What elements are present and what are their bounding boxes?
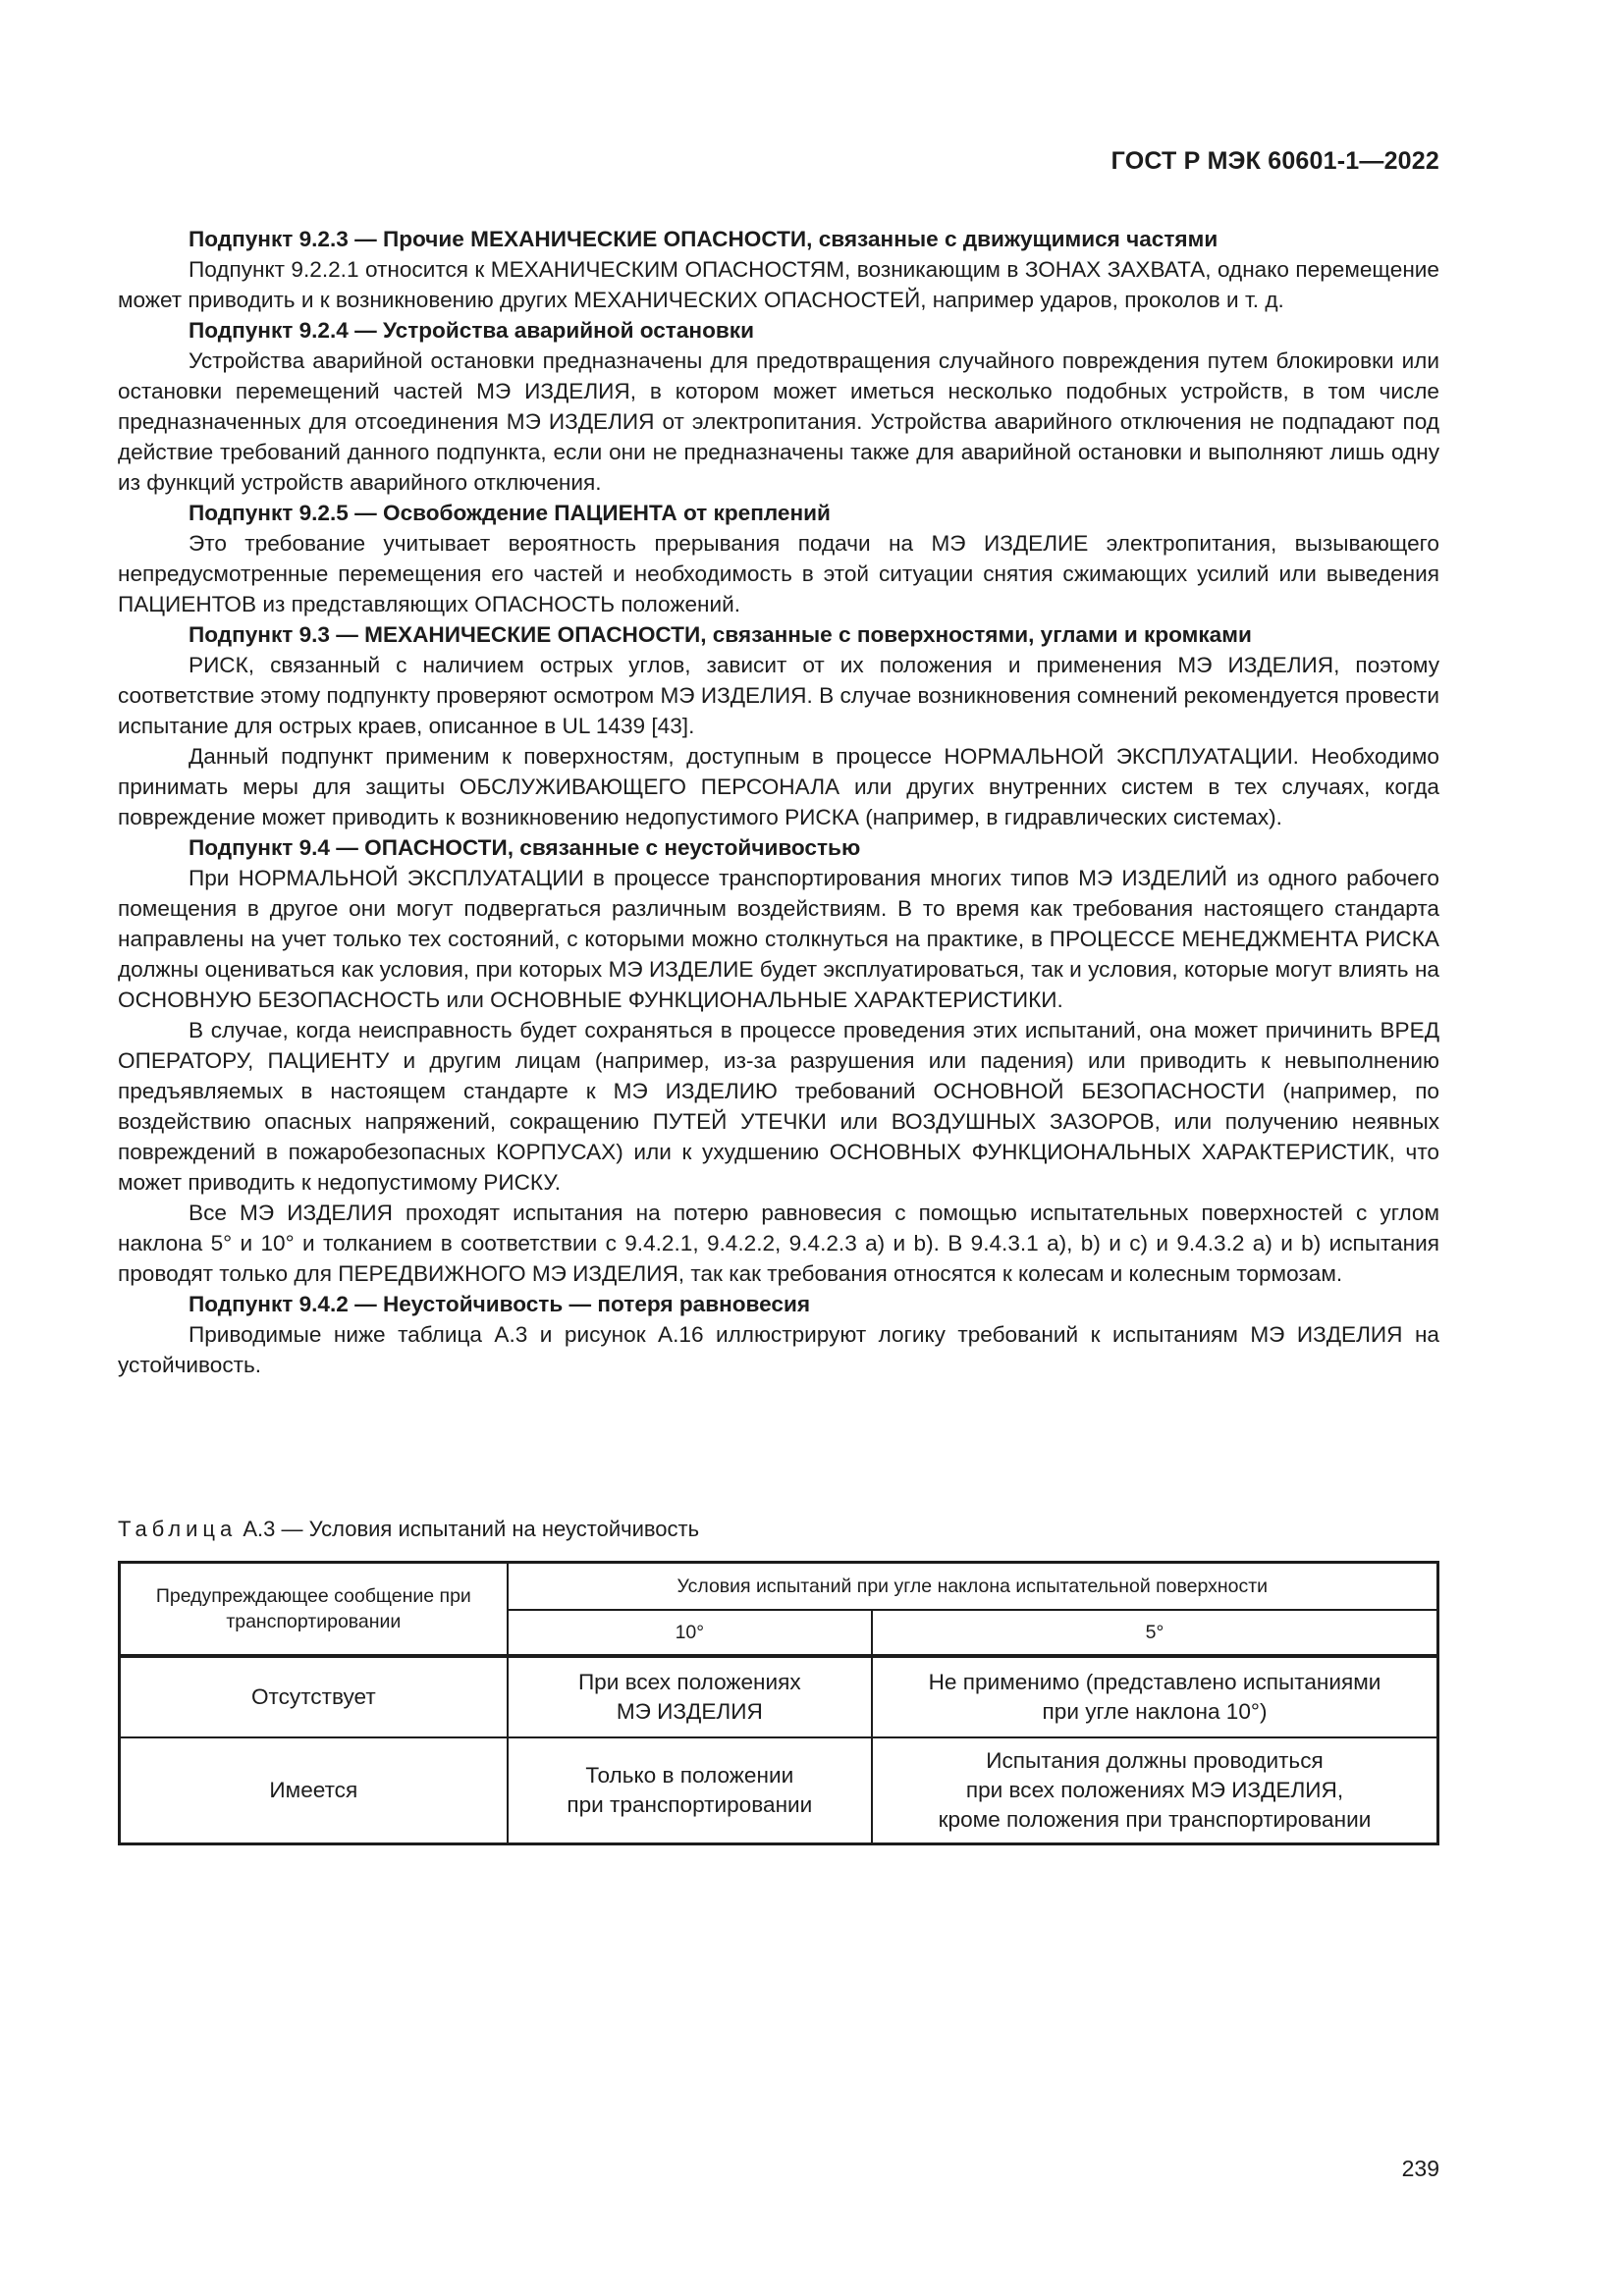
- paragraph: Все МЭ ИЗДЕЛИЯ проходят испытания на потерю равновесия с помощью испытательных поверхностей с углом наклона 5° и 10° и толканием в соответствии с 9.4.2.1, 9.4.2.2, 9.4.2.3 а) и b). В 9.4.3.1 a), b) и c) и 9.4.3.2 a) и b) испытания проводят только для ПЕРЕДВИЖНОГО МЭ ИЗДЕЛИЯ, так как требования относятся к колесам и колесным тормозам.: [118, 1201, 1439, 1286]
- stability-test-table: [118, 1561, 1439, 1845]
- paragraph: РИСК, связанный с наличием острых углов, зависит от их положения и применения МЭ ИЗДЕЛИЯ, поэтому соответствие этому подпункту проверяют осмотром МЭ ИЗДЕЛИЯ. В случае возникновения сомнений рекомендуется провести испытание для острых краев, описанное в UL 1439 [43].: [118, 653, 1439, 738]
- paragraph: Подпункт 9.2.2.1 относится к МЕХАНИЧЕСКИМ ОПАСНОСТЯМ, возникающим в ЗОНАХ ЗАХВАТА, однако перемещение может приводить и к возникновению других МЕХАНИЧЕСКИХ ОПАСНОСТЕЙ, например ударов, проколов и т. д.: [118, 257, 1439, 312]
- table-caption-text: А.3 — Условия испытаний на неустойчивость: [237, 1517, 700, 1541]
- section-heading: Подпункт 9.2.4 — Устройства аварийной остановки: [189, 318, 754, 343]
- table-cell: При всех положениях МЭ ИЗДЕЛИЯ: [508, 1656, 872, 1737]
- paragraph: Устройства аварийной остановки предназначены для предотвращения случайного повреждения путем блокировки или остановки перемещений частей МЭ ИЗДЕЛИЯ, в котором может иметься несколько подобных устройств, в том числе предназначенных для отсоединения МЭ ИЗДЕЛИЯ от электропитания. Устройства аварийного отключения не подпадают под действие требований данного подпункта, если они не предназначены также для аварийной остановки и выполняют лишь одну из функций устройств аварийного отключения.: [118, 348, 1439, 495]
- paragraph: Данный подпункт применим к поверхностям, доступным в процессе НОРМАЛЬНОЙ ЭКСПЛУАТАЦИИ. Необходимо принимать меры для защиты ОБСЛУЖИВАЮЩЕГО ПЕРСОНАЛА или других внутренних систем в тех случаях, когда повреждение может приводить к возникновению недопустимого РИСКА (например, в гидравлических системах).: [118, 744, 1439, 829]
- table-cell: Только в положении при транспортировании: [508, 1737, 872, 1844]
- table-cell: Имеется: [120, 1737, 508, 1844]
- table-cell: Отсутствует: [120, 1656, 508, 1737]
- table-header-test-conditions: Условия испытаний при угле наклона испытательной поверхности: [508, 1563, 1438, 1611]
- table-cell: Не применимо (представлено испытаниями при угле наклона 10°): [872, 1656, 1438, 1737]
- table-header-5-degrees: 5°: [872, 1610, 1438, 1656]
- table-cell: Испытания должны проводиться при всех положениях МЭ ИЗДЕЛИЯ, кроме положения при транспортировании: [872, 1737, 1438, 1844]
- document-body: [118, 224, 1439, 1380]
- table-header-10-degrees: 10°: [508, 1610, 872, 1656]
- section-heading: Подпункт 9.2.3 — Прочие МЕХАНИЧЕСКИЕ ОПАСНОСТИ, связанные с движущимися частями: [189, 227, 1218, 251]
- table-header-warning: Предупреждающее сообщение при транспортировании: [120, 1563, 508, 1657]
- paragraph: Это требование учитывает вероятность прерывания подачи на МЭ ИЗДЕЛИЕ электропитания, вызывающего непредусмотренные перемещения его частей и необходимость в этой ситуации снятия сжимающих усилий или выведения ПАЦИЕНТОВ из представляющих ОПАСНОСТЬ положений.: [118, 531, 1439, 616]
- document-id-header: ГОСТ Р МЭК 60601-1—2022: [1110, 147, 1439, 175]
- section-heading: Подпункт 9.3 — МЕХАНИЧЕСКИЕ ОПАСНОСТИ, связанные с поверхностями, углами и кромками: [189, 622, 1252, 647]
- table-caption-label: Таблица: [118, 1517, 238, 1541]
- table-caption: [118, 1517, 699, 1542]
- paragraph: В случае, когда неисправность будет сохраняться в процессе проведения этих испытаний, она может причинить ВРЕД ОПЕРАТОРУ, ПАЦИЕНТУ и другим лицам (например, из-за разрушения или падения) или приводить к невыполнению предъявляемых в настоящем стандарте к МЭ ИЗДЕЛИЮ требований ОСНОВНОЙ БЕЗОПАСНОСТИ (например, по воздействию опасных напряжений, сокращению ПУТЕЙ УТЕЧКИ или ВОЗДУШНЫХ ЗАЗОРОВ, или получению неявных повреждений в пожаробезопасных КОРПУСАХ) или к ухудшению ОСНОВНЫХ ФУНКЦИОНАЛЬНЫХ ХАРАКТЕРИСТИК, что может приводить к недопустимому РИСКУ.: [118, 1018, 1439, 1195]
- table-row: [120, 1737, 1438, 1844]
- paragraph: Приводимые ниже таблица А.3 и рисунок А.16 иллюстрируют логику требований к испытаниям МЭ ИЗДЕЛИЯ на устойчивость.: [118, 1322, 1439, 1377]
- paragraph: При НОРМАЛЬНОЙ ЭКСПЛУАТАЦИИ в процессе транспортирования многих типов МЭ ИЗДЕЛИЙ из одного рабочего помещения в другое они могут подвергаться различным воздействиям. В то время как требования настоящего стандарта направлены на учет только тех состояний, с которыми можно столкнуться на практике, в ПРОЦЕССЕ МЕНЕДЖМЕНТА РИСКА должны оцениваться как условия, при которых МЭ ИЗДЕЛИЕ будет эксплуатироваться, так и условия, которые могут влиять на ОСНОВНУЮ БЕЗОПАСНОСТЬ или ОСНОВНЫЕ ФУНКЦИОНАЛЬНЫЕ ХАРАКТЕРИСТИКИ.: [118, 866, 1439, 1012]
- section-heading: Подпункт 9.2.5 — Освобождение ПАЦИЕНТА от креплений: [189, 501, 831, 525]
- section-heading: Подпункт 9.4 — ОПАСНОСТИ, связанные с неустойчивостью: [189, 835, 861, 860]
- section-heading: Подпункт 9.4.2 — Неустойчивость — потеря равновесия: [189, 1292, 811, 1316]
- table-row: [120, 1656, 1438, 1737]
- page-number: 239: [1401, 2156, 1439, 2181]
